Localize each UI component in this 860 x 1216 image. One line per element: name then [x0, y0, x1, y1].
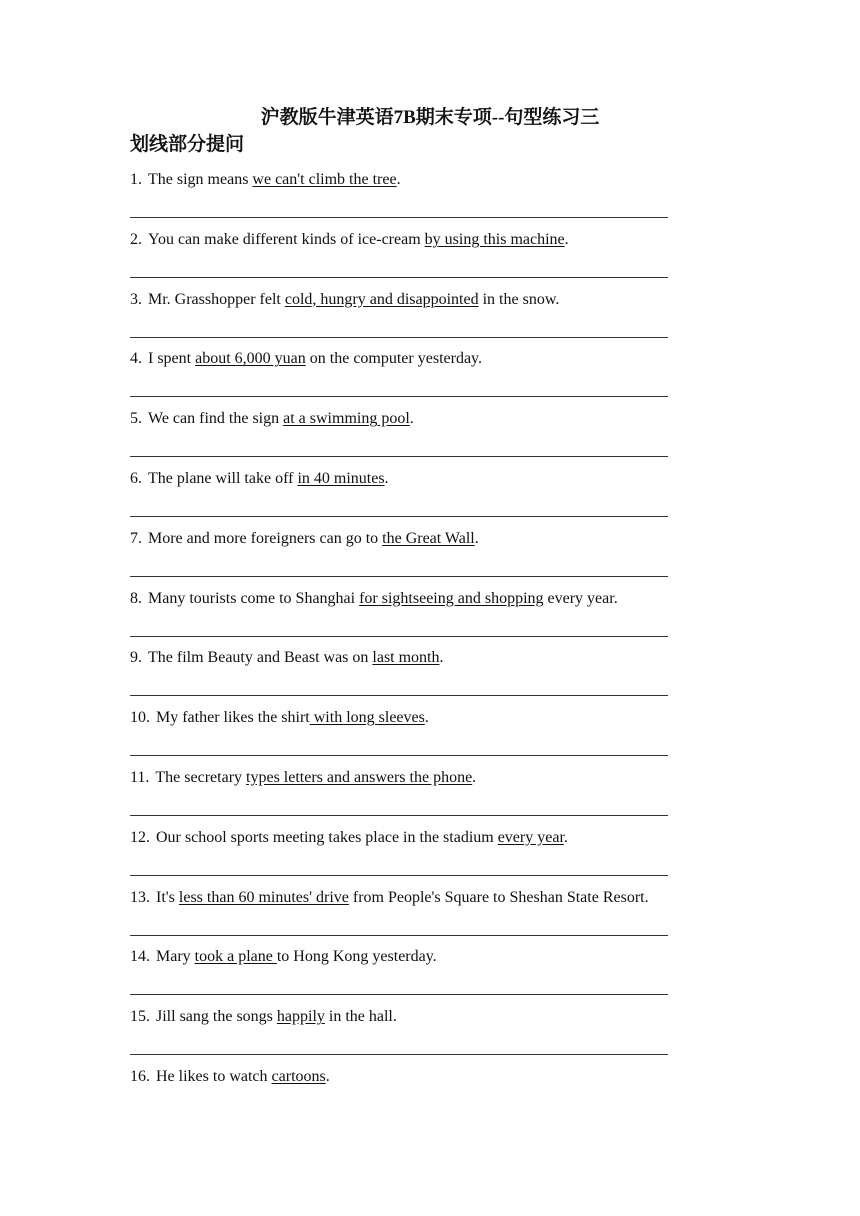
question-text-before: Jill sang the songs	[156, 1008, 277, 1026]
question-text-after: on the computer yesterday.	[305, 350, 482, 368]
question-text-after: in the snow.	[478, 290, 560, 308]
question-text-before: Mary	[156, 948, 195, 966]
answer-blank-line[interactable]	[130, 337, 668, 338]
question-text-before: Many tourists come to Shanghai	[148, 589, 360, 607]
page-title: 沪教版牛津英语7B期末专项--句型练习三	[260, 107, 600, 128]
question-text-after: .	[325, 1067, 330, 1085]
question-sentence	[130, 706, 429, 730]
answer-blank-line[interactable]	[130, 396, 668, 397]
underlined-phrase: took a plane	[194, 948, 277, 966]
underlined-phrase: less than 60 minutes' drive	[178, 888, 349, 906]
question-item	[130, 1065, 820, 1125]
answer-blank-line[interactable]	[130, 277, 668, 278]
answer-blank-line[interactable]	[130, 875, 668, 876]
answer-blank-line[interactable]	[130, 456, 668, 457]
answer-blank-line[interactable]	[130, 815, 668, 816]
question-number: 10.	[130, 709, 150, 727]
question-item	[130, 288, 820, 348]
question-sentence	[130, 228, 569, 252]
question-sentence	[130, 407, 414, 431]
question-item	[130, 587, 820, 647]
question-text-after: .	[474, 529, 479, 547]
answer-blank-line[interactable]	[130, 695, 668, 696]
question-item	[130, 168, 820, 228]
question-item	[130, 407, 820, 467]
question-item	[130, 766, 820, 826]
question-text-after: .	[396, 171, 401, 188]
question-text-after: every year.	[543, 589, 618, 607]
answer-blank-line[interactable]	[130, 217, 668, 218]
question-text-after: .	[563, 828, 568, 846]
question-number: 5.	[130, 410, 142, 428]
underlined-phrase: about 6,000 yuan	[195, 350, 306, 368]
underlined-phrase: the Great Wall	[382, 529, 475, 547]
question-number: 9.	[130, 649, 142, 667]
question-number: 2.	[130, 230, 142, 248]
underlined-phrase: cartoons	[271, 1067, 326, 1085]
question-sentence	[130, 527, 479, 551]
question-number: 13.	[130, 888, 150, 906]
question-item	[130, 945, 820, 1005]
question-text-before: The sign means	[148, 171, 253, 188]
question-text-after: .	[424, 709, 429, 727]
question-item	[130, 347, 820, 407]
question-sentence	[130, 766, 476, 790]
question-sentence	[130, 587, 618, 611]
question-number: 11.	[130, 768, 150, 786]
question-text-after: .	[384, 469, 389, 487]
question-text-after: in the hall.	[324, 1008, 397, 1026]
question-sentence	[130, 467, 389, 491]
question-text-before: Mr. Grasshopper felt	[148, 290, 285, 308]
question-list	[130, 168, 820, 1125]
question-text-after: .	[439, 649, 444, 667]
answer-blank-line[interactable]	[130, 1054, 668, 1055]
question-text-after: .	[472, 768, 477, 786]
question-item	[130, 527, 820, 587]
question-number: 15.	[130, 1008, 150, 1026]
underlined-phrase: for sightseeing and shopping	[359, 589, 544, 607]
answer-blank-line[interactable]	[130, 576, 668, 577]
question-text-after: to Hong Kong yesterday.	[276, 948, 437, 966]
answer-blank-line[interactable]	[130, 636, 668, 637]
question-text-after: .	[409, 410, 414, 428]
question-item	[130, 646, 820, 706]
question-text-before: The film Beauty and Beast was on	[148, 649, 373, 667]
question-number: 1.	[130, 171, 142, 188]
question-number: 3.	[130, 290, 142, 308]
question-sentence	[130, 347, 482, 371]
question-item	[130, 228, 820, 288]
underlined-phrase: at a swimming pool	[283, 410, 410, 428]
question-text-before: More and more foreigners can go to	[148, 529, 383, 547]
answer-blank-line[interactable]	[130, 935, 668, 936]
question-item	[130, 467, 820, 527]
question-sentence	[130, 945, 437, 969]
underlined-phrase: happily	[276, 1008, 325, 1026]
question-text-before: The plane will take off	[148, 469, 298, 487]
question-text-after: from People's Square to Sheshan State Resort.	[348, 888, 649, 906]
underlined-phrase: cold, hungry and disappointed	[284, 290, 479, 308]
question-number: 8.	[130, 589, 142, 607]
question-text-before: We can find the sign	[148, 410, 284, 428]
question-item	[130, 706, 820, 766]
question-number: 12.	[130, 828, 150, 846]
question-text-before: It's	[156, 888, 179, 906]
underlined-phrase: in 40 minutes	[297, 469, 385, 487]
underlined-phrase: every year	[497, 828, 564, 846]
question-sentence	[130, 168, 401, 192]
question-text-after: .	[564, 230, 569, 248]
question-number: 14.	[130, 948, 150, 966]
underlined-phrase: last month	[372, 649, 440, 667]
section-heading: 划线部分提问	[130, 134, 245, 155]
underlined-phrase: types letters and answers the phone	[246, 768, 473, 786]
question-text-before: Our school sports meeting takes place in the stadium	[156, 828, 498, 846]
answer-blank-line[interactable]	[130, 516, 668, 517]
question-number: 16.	[130, 1067, 150, 1085]
question-number: 6.	[130, 469, 142, 487]
question-item	[130, 826, 820, 886]
question-sentence	[130, 1065, 330, 1089]
question-text-before: You can make different kinds of ice-cream	[148, 230, 425, 248]
question-item	[130, 886, 820, 946]
underlined-phrase: with long sleeves	[309, 709, 425, 727]
underlined-phrase: by using this machine	[424, 230, 565, 248]
question-sentence	[130, 1005, 397, 1029]
question-item	[130, 1005, 820, 1065]
question-text-before: My father likes the shirt	[156, 709, 310, 727]
answer-blank-line[interactable]	[130, 755, 668, 756]
question-sentence	[130, 646, 444, 670]
question-text-before: He likes to watch	[156, 1067, 272, 1085]
question-sentence	[130, 288, 559, 312]
question-text-before: I spent	[148, 350, 196, 368]
question-number: 7.	[130, 529, 142, 547]
question-sentence	[130, 826, 568, 850]
question-text-before: The secretary	[155, 768, 247, 786]
question-number: 4.	[130, 350, 142, 368]
answer-blank-line[interactable]	[130, 994, 668, 995]
question-sentence	[130, 886, 649, 910]
underlined-phrase: we can't climb the tree	[252, 171, 397, 188]
